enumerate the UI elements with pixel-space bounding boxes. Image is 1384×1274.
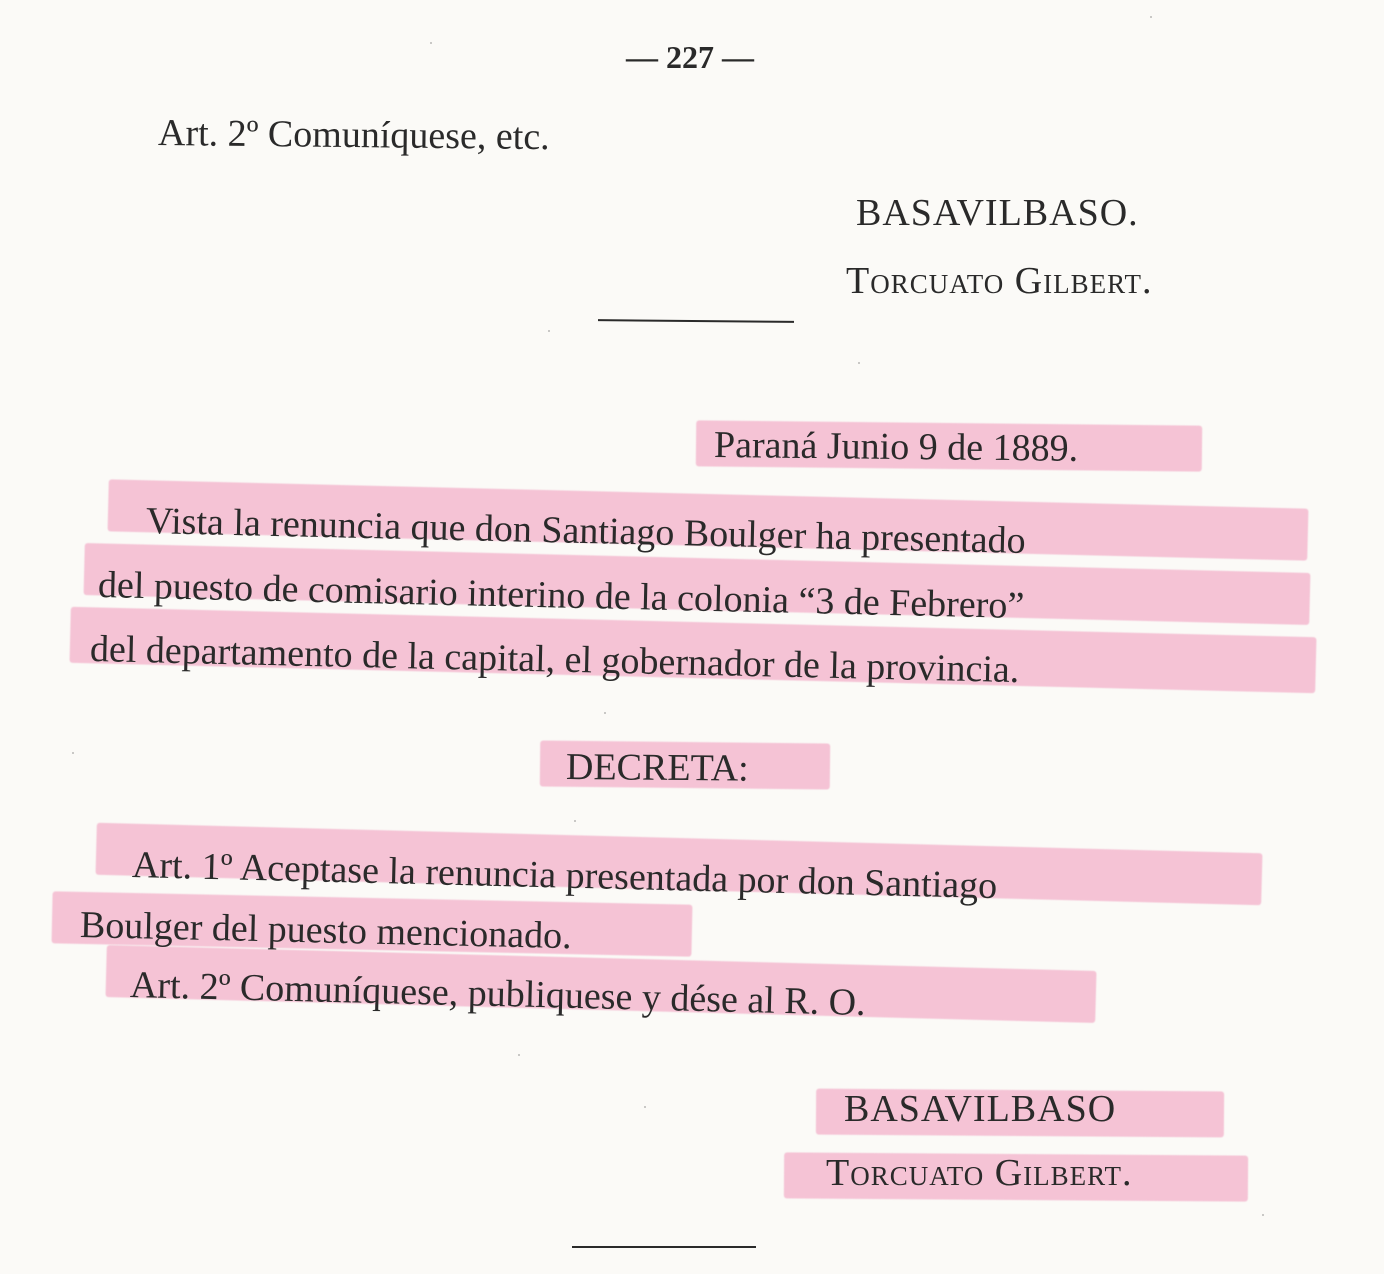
article-1-line-2: Boulger del puesto mencionado. <box>79 904 573 958</box>
prev-article-2: Art. 2º Comuníquese, etc. <box>157 112 550 159</box>
scan-speck <box>1262 1214 1264 1216</box>
scan-speck <box>574 820 576 822</box>
preamble-line-3: del departamento de la capital, el gobernador de la provincia. <box>89 628 1020 692</box>
signature-1: BASAVILBASO <box>844 1088 1117 1130</box>
scan-speck <box>858 362 860 364</box>
page-number: — 227 — <box>626 39 754 75</box>
separator-rule-1 <box>598 319 794 323</box>
scan-speck <box>430 42 432 44</box>
place-date: Paraná Junio 9 de 1889. <box>713 424 1079 470</box>
scan-speck <box>548 330 550 332</box>
prev-signature-1: BASAVILBASO. <box>856 192 1139 234</box>
signature-2: Torcuato Gilbert. <box>826 1152 1133 1194</box>
scan-speck <box>518 1054 520 1056</box>
article-1-line-1: Art. 1º Aceptase la renuncia presentada por don Santiago <box>131 844 998 908</box>
separator-rule-2 <box>572 1246 756 1248</box>
prev-signature-2: Torcuato Gilbert. <box>846 260 1153 302</box>
article-2: Art. 2º Comuníquese, publiquese y dése al R. O. <box>129 964 867 1024</box>
scan-speck <box>1150 16 1152 18</box>
preamble-line-2: del puesto de comisario interino de la colonia “3 de Febrero” <box>97 564 1025 628</box>
decree-heading: DECRETA: <box>565 746 749 790</box>
scan-speck <box>604 712 606 714</box>
preamble-line-1: Vista la renuncia que don Santiago Boulger ha presentado <box>145 500 1027 562</box>
scan-speck <box>72 752 74 754</box>
scan-speck <box>644 1106 646 1108</box>
